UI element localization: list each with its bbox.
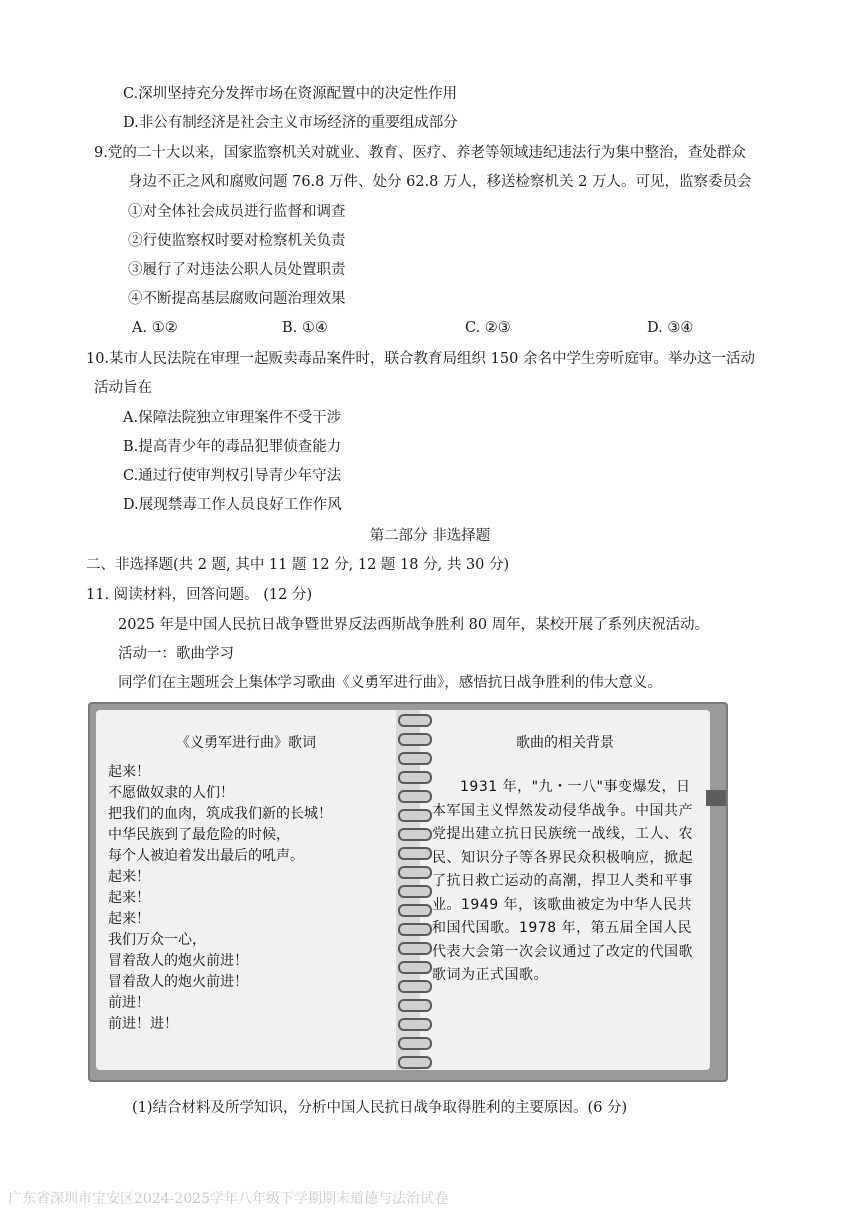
q10-stem-line2: 活动旨在 — [94, 380, 152, 396]
spiral-ring-icon — [398, 771, 432, 784]
spiral-ring-icon — [398, 847, 432, 860]
q11-sub1: (1)结合材料及所学知识，分析中国人民抗日战争取得胜利的主要原因。(6 分) — [132, 1100, 628, 1116]
spiral-ring-icon — [398, 1056, 432, 1069]
lyrics-block — [108, 762, 332, 1035]
part2-title: 第二部分 非选择题 — [369, 528, 491, 544]
section-header: 二、非选择题(共 2 题, 其中 11 题 12 分, 12 题 18 分, 共 30 分) — [86, 557, 510, 573]
q11-header: 11. 阅读材料，回答问题。 (12 分) — [86, 587, 313, 603]
notebook-right-page — [420, 710, 710, 1070]
bookmark-tab — [706, 790, 726, 806]
spiral-ring-icon — [398, 1037, 432, 1050]
lyric-line: 我们万众一心， — [108, 932, 206, 948]
q8-option-c: C.深圳坚持充分发挥市场在资源配置中的决定性作用 — [123, 86, 458, 102]
q9-item-1: ①对全体社会成员进行监督和调查 — [128, 204, 346, 220]
spiral-ring-icon — [398, 828, 432, 841]
lyric-line: 起来！ — [108, 764, 150, 780]
q8-option-d: D.非公有制经济是社会主义市场经济的重要组成部分 — [123, 115, 458, 131]
spiral-ring-icon — [398, 923, 432, 936]
q10-option-d: D.展现禁毒工作人员良好工作作风 — [123, 497, 342, 513]
q9-item-4: ④不断提高基层腐败问题治理效果 — [128, 291, 346, 307]
q9-stem-line1: 9.党的二十大以来，国家监察机关对就业、教育、医疗、养老等领域违纪违法行为集中整治，查处群众 — [94, 145, 746, 161]
lyric-line: 起来！ — [108, 869, 150, 885]
q9-choice-b: B. ①④ — [282, 320, 328, 336]
spiral-ring-icon — [398, 714, 432, 727]
spiral-ring-icon — [398, 999, 432, 1012]
q9-choice-c: C. ②③ — [465, 320, 511, 336]
q11-activity-desc: 同学们在主题班会上集体学习歌曲《义勇军进行曲》，感悟抗日战争胜利的伟大意义。 — [118, 675, 662, 691]
lyric-line: 起来！ — [108, 890, 150, 906]
spiral-ring-icon — [398, 904, 432, 917]
q9-choices — [132, 318, 772, 338]
spiral-ring-icon — [398, 809, 432, 822]
q9-item-2: ②行使监察权时要对检察机关负责 — [128, 233, 346, 249]
spiral-ring-icon — [398, 866, 432, 879]
background-text: 1931 年，"九・一八"事变爆发，日本军国主义悍然发动侵华战争。中国共产党提出建立抗日民族统一战线，工人、农民、知识分子等各界民众积极响应，掀起了抗日救亡运动的高潮，捍卫人类和平事业。1949 年，该歌曲被定为中华人民共和国代国歌。1978 年，第五届全国人民代表大会第一次会议通过了改定的代国歌歌词为正式国歌。 — [432, 779, 693, 983]
q9-item-3: ③履行了对违法公职人员处置职责 — [128, 262, 346, 278]
q10-option-a: A.保障法院独立审理案件不受干涉 — [123, 410, 342, 426]
lyric-line: 每个人被迫着发出最后的吼声。 — [108, 848, 304, 864]
lyric-line: 冒着敌人的炮火前进！ — [108, 953, 248, 969]
spiral-ring-icon — [398, 790, 432, 803]
lyrics-title: 《义勇军进行曲》歌词 — [176, 735, 316, 751]
spiral-ring-icon — [398, 885, 432, 898]
spiral-ring-icon — [398, 942, 432, 955]
spiral-ring-icon — [398, 1018, 432, 1031]
background-title: 歌曲的相关背景 — [516, 735, 614, 751]
lyric-line: 前进！进！ — [108, 1016, 178, 1032]
q10-stem-line1: 10.某市人民法院在审理一起贩卖毒品案件时，联合教育局组织 150 余名中学生旁听庭审。举办这一活动 — [86, 351, 755, 367]
lyric-line: 起来！ — [108, 911, 150, 927]
lyric-line: 不愿做奴隶的人们！ — [108, 785, 234, 801]
lyric-line: 把我们的血肉，筑成我们新的长城！ — [108, 806, 332, 822]
q10-option-b: B.提高青少年的毒品犯罪侦查能力 — [123, 439, 342, 455]
spiral-ring-icon — [398, 733, 432, 746]
lyric-line: 中华民族到了最危险的时候， — [108, 827, 290, 843]
q9-choice-d: D. ③④ — [647, 320, 694, 336]
spiral-ring-icon — [398, 752, 432, 765]
q9-choice-a: A. ①② — [132, 320, 178, 336]
q9-stem-line2: 身边不正之风和腐败问题 76.8 万件、处分 62.8 万人，移送检察机关 2 万人。可见，监察委员会 — [128, 174, 752, 190]
footer-watermark: 广东省深圳市宝安区2024-2025学年八年级下学期期末道德与法治试卷 — [8, 1191, 448, 1207]
q11-intro: 2025 年是中国人民抗日战争暨世界反法西斯战争胜利 80 周年，某校开展了系列庆祝活动。 — [118, 617, 710, 633]
lyric-line: 冒着敌人的炮火前进！ — [108, 974, 248, 990]
q11-activity: 活动一：歌曲学习 — [118, 646, 234, 662]
notebook-left-page — [96, 710, 396, 1070]
spiral-ring-icon — [398, 980, 432, 993]
lyric-line: 前进！ — [108, 995, 150, 1011]
q10-option-c: C.通过行使审判权引导青少年守法 — [123, 468, 342, 484]
spiral-ring-icon — [398, 961, 432, 974]
